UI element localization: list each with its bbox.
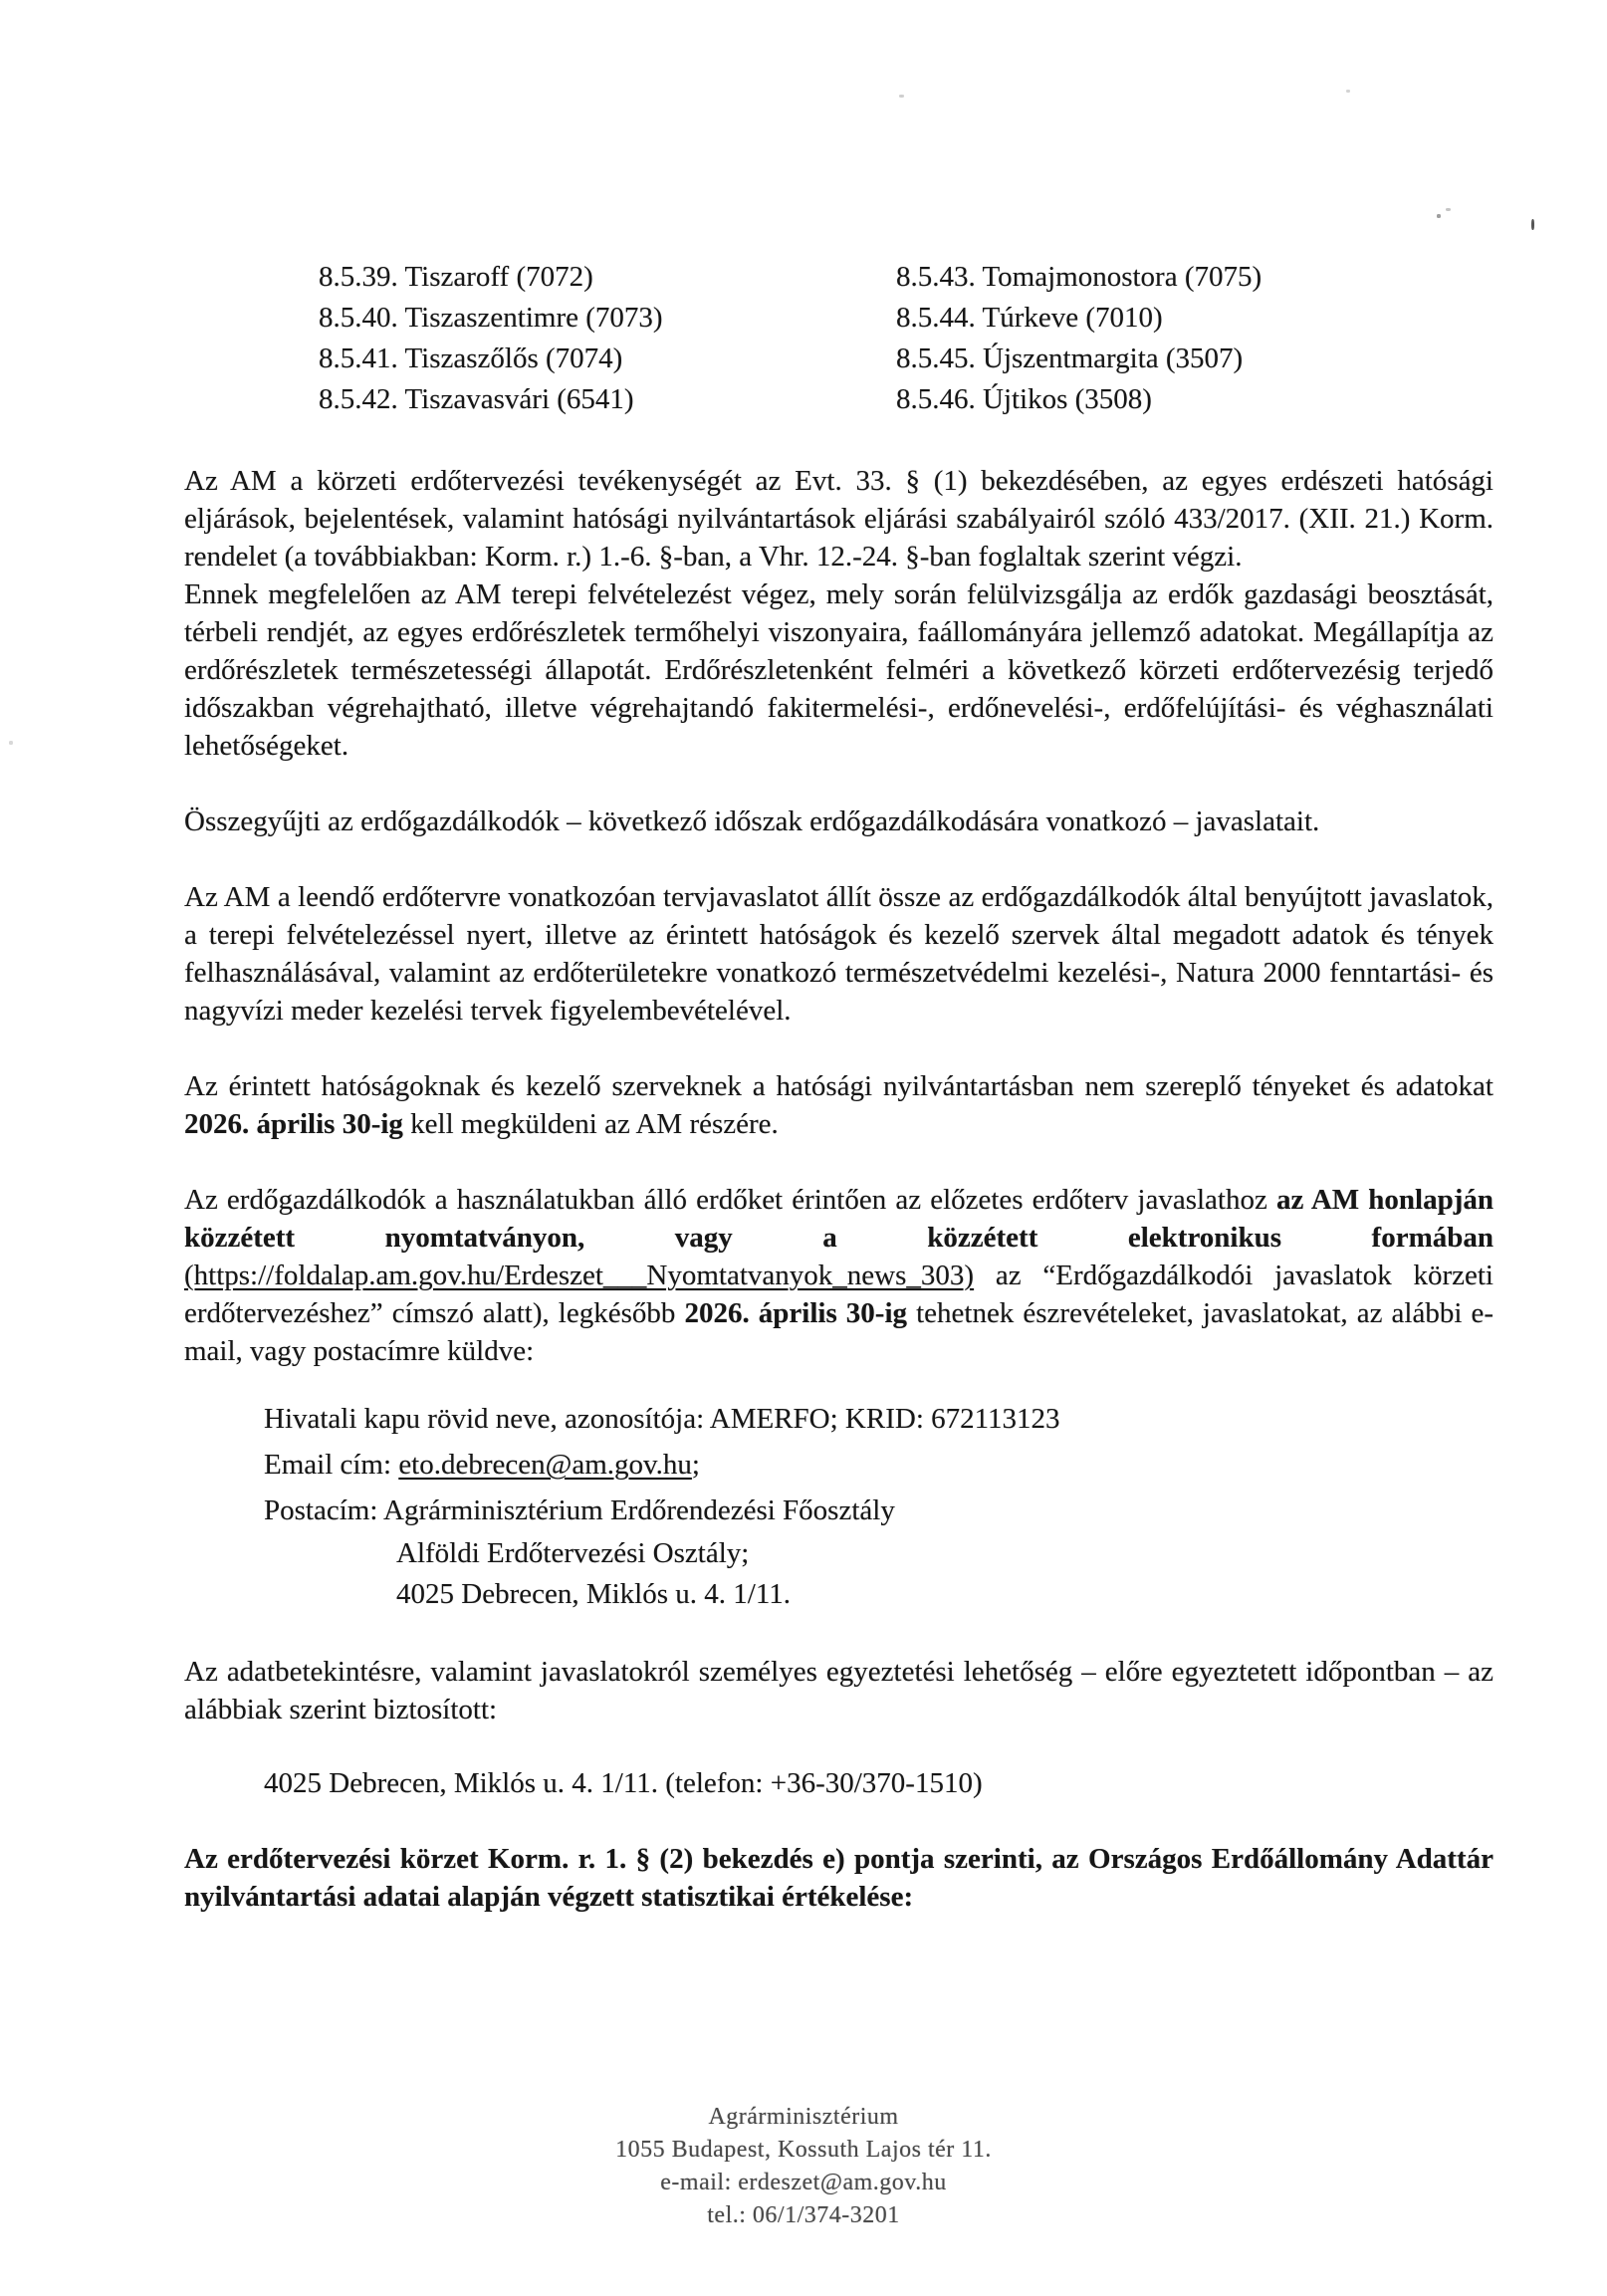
submission-deadline-bold: 2026. április 30-ig: [684, 1297, 908, 1329]
document-body: [184, 257, 1493, 1916]
email-link[interactable]: eto.debrecen@am.gov.hu: [398, 1449, 692, 1481]
scan-artifact-speck: [9, 741, 13, 745]
list-item: 8.5.44. Túrkeve (7010): [896, 302, 1163, 334]
paragraph-field-survey: Ennek megfelelően az AM terepi felvételezést végez, mely során felülvizsgálja az erdők gazdasági beosztását, térbeli rendjét, az egyes erdőrészletek termőhelyi viszonyaira, faállományára jellemző adatokat. Megállapítja az erdőrészletek természetességi állapotát. Erdőrészletenként felméri a következő körzeti erdőtervezésig terjedő időszakban végrehajtható, illetve végrehajtandó fakitermelési-, erdőnevelési-, erdőfelújítási- és véghasználati lehetőségeket.: [184, 578, 1493, 762]
official-gate-line: Hivatali kapu rövid neve, azonosítója: AMERFO; KRID: 672113123: [264, 1403, 1060, 1435]
postal-address-line2: Alföldi Erdőtervezési Osztály;: [396, 1537, 750, 1569]
list-item: 8.5.45. Újszentmargita (3507): [896, 343, 1244, 374]
postal-address-line3: 4025 Debrecen, Miklós u. 4. 1/11.: [396, 1578, 792, 1610]
scan-artifact-speck: [899, 95, 904, 98]
list-item: 8.5.40. Tiszaszentimre (7073): [319, 302, 663, 334]
submission-closing: tehetnek észrevételeket, javaslatokat, az alábbi e-mail, vagy postacímre küldve:: [184, 1297, 1493, 1367]
email-line: [264, 1442, 1493, 1488]
deadline-date-bold: 2026. április 30-ig: [184, 1108, 403, 1140]
scan-artifact-speck: [1346, 90, 1350, 93]
scan-artifact-speck: [1531, 219, 1534, 230]
footer-address: 1055 Budapest, Kossuth Lajos tér 11.: [615, 2137, 992, 2163]
paragraph-authorities-deadline: [184, 1067, 1493, 1143]
submission-url-link[interactable]: (https://foldalap.am.gov.hu/Erdeszet___Nyomtatvanyok_news_303): [184, 1260, 975, 1291]
list-item: 8.5.42. Tiszavasvári (6541): [319, 383, 634, 415]
submission-channel-bold: az AM honlapján közzétett nyomtatványon, vagy a közzétett elektronikus formában: [184, 1184, 1493, 1254]
list-item: 8.5.46. Újtikos (3508): [896, 383, 1152, 415]
list-item: 8.5.41. Tiszaszőlős (7074): [319, 343, 623, 374]
postal-address-line1: Postacím: Agrárminisztérium Erdőrendezési Főosztály: [264, 1494, 895, 1526]
district-municipality-list: [184, 257, 1493, 420]
paragraph-collect-proposals: Összegyűjti az erdőgazdálkodók – következő időszak erdőgazdálkodására vonatkozó – javaslatait.: [184, 805, 1320, 837]
document-footer: [0, 2101, 1607, 2232]
footer-email: e-mail: erdeszet@am.gov.hu: [660, 2170, 947, 2195]
email-label: Email cím:: [264, 1449, 399, 1481]
paragraph-statistics-heading: Az erdőtervezési körzet Korm. r. 1. § (2) bekezdés e) pontja szerinti, az Országos Erdőállomány Adattár nyilvántartási adatai alapján végzett statisztikai értékelése:: [184, 1843, 1493, 1913]
municipality-column-right: [896, 257, 1493, 420]
footer-organization: Agrárminisztérium: [708, 2104, 899, 2130]
contact-block: [184, 1396, 1493, 1615]
deadline-text-pre: Az érintett hatóságoknak és kezelő szerveknek a hatósági nyilvántartásban nem szereplő tényeket és adatokat: [184, 1070, 1493, 1102]
email-suffix: ;: [691, 1449, 700, 1481]
scan-artifact-speck: [1437, 214, 1441, 218]
footer-phone: tel.: 06/1/374-3201: [707, 2202, 900, 2228]
scan-artifact-speck: [1446, 208, 1451, 211]
submission-after-link: az “Erdőgazdálkodói javaslatok körzeti erdőtervezéshez” címszó alatt), legkésőbb: [184, 1260, 1493, 1329]
paragraph-consultation: Az adatbetekintésre, valamint javaslatokról személyes egyeztetési lehetőség – előre egyeztetett időpontban – az alábbiak szerint biztosított:: [184, 1656, 1493, 1725]
submission-intro: Az erdőgazdálkodók a használatukban álló erdőket érintően az előzetes erdőterv javaslathoz: [184, 1184, 1276, 1216]
list-item: 8.5.43. Tomajmonostora (7075): [896, 261, 1263, 293]
municipality-column-left: [319, 257, 896, 420]
paragraph-submission-channels: [184, 1181, 1493, 1370]
list-item: 8.5.39. Tiszaroff (7072): [319, 261, 593, 293]
paragraph-legal-basis: Az AM a körzeti erdőtervezési tevékenységét az Evt. 33. § (1) bekezdésében, az egyes erdészeti hatósági eljárások, bejelentések, valamint hatósági nyilvántartások eljárási szabályairól szóló 433/2017. (XII. 21.) Korm. rendelet (a továbbiakban: Korm. r.) 1.-6. §-ban, a Vhr. 12.-24. §-ban foglaltak szerint végzi.: [184, 465, 1493, 573]
consultation-address-line: 4025 Debrecen, Miklós u. 4. 1/11. (telefon: +36-30/370-1510): [264, 1767, 983, 1799]
paragraph-plan-proposal: Az AM a leendő erdőtervre vonatkozóan tervjavaslatot állít össze az erdőgazdálkodók által benyújtott javaslatok, a terepi felvételezéssel nyert, illetve az érintett hatóságok és kezelő szervek által megadott adatok és tények felhasználásával, valamint az erdőterületekre vonatkozó természetvédelmi kezelési-, Natura 2000 fenntartási- és nagyvízi meder kezelési tervek figyelembevételével.: [184, 881, 1493, 1027]
deadline-text-post: kell megküldeni az AM részére.: [402, 1108, 779, 1140]
